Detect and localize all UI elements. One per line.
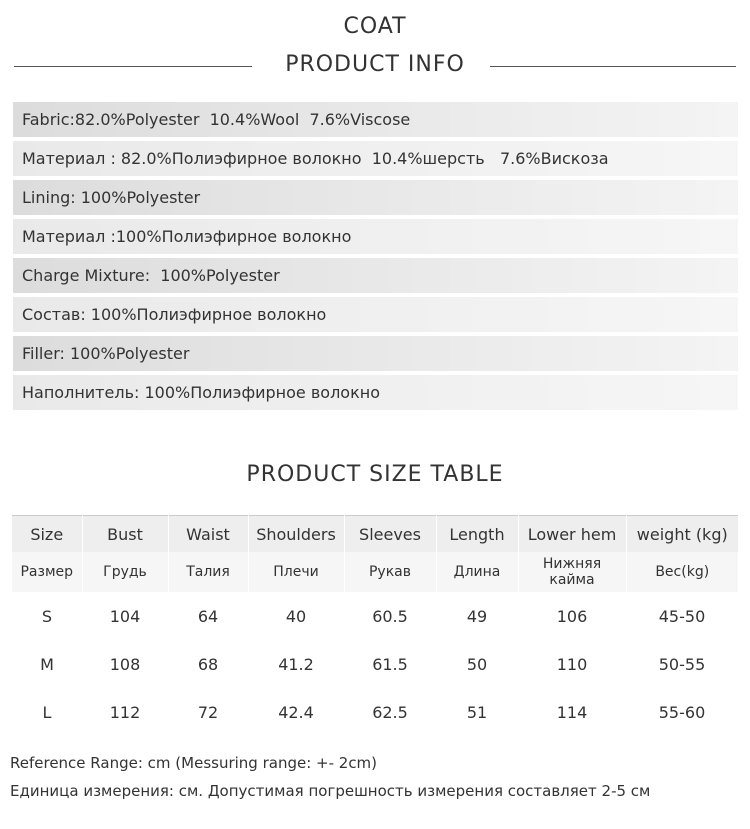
table-header-cell: Плечи: [248, 552, 344, 592]
table-header-cell: Size: [12, 516, 82, 553]
table-header-cell: Нижняя кайма: [518, 552, 626, 592]
info-row-lining: [13, 180, 738, 215]
reference-range-note-ru: Единица измерения: см. Допустимая погрешность измерения составляет 2-5 см: [10, 782, 651, 800]
table-cell: 50: [466, 654, 488, 674]
info-row-filler-ru: [13, 375, 738, 410]
table-cell: 55-60: [658, 702, 706, 722]
table-cell: 108: [109, 654, 141, 674]
table-cell: 40: [285, 606, 307, 626]
table-cell: 72: [197, 702, 219, 722]
table-header-cell: Размер: [12, 552, 82, 592]
table-header-cell: Вес(kg): [626, 552, 738, 592]
info-row-text: Charge Mixture: 100%Polyester: [22, 266, 280, 285]
table-cell: 51: [466, 702, 488, 722]
table-header-cell: Рукав: [344, 552, 436, 592]
table-cell: 68: [197, 654, 219, 674]
table-cell: S: [41, 606, 53, 626]
table-header-cell: Sleeves: [344, 516, 436, 553]
info-row-text: Материал : 82.0%Полиэфирное волокно 10.4%шерсть 7.6%Вискоза: [22, 149, 609, 168]
table-cell: 50-55: [658, 654, 706, 674]
table-header-cell: Длина: [436, 552, 518, 592]
table-header-cell: Грудь: [82, 552, 168, 592]
info-row-text: Наполнитель: 100%Полиэфирное волокно: [22, 383, 380, 402]
table-cell: 41.2: [278, 654, 314, 674]
info-row-fabric: [13, 102, 738, 137]
table-row: [12, 592, 738, 640]
info-row-text: Fabric:82.0%Polyester 10.4%Wool 7.6%Viscose: [22, 110, 411, 129]
table-cell: 112: [109, 702, 141, 722]
table-header-cell: Bust: [82, 516, 168, 553]
table-cell: 104: [109, 606, 141, 626]
rule-right: [490, 66, 736, 67]
table-cell: 42.4: [278, 702, 314, 722]
coat-title: COAT: [343, 14, 407, 39]
info-row-text: Filler: 100%Polyester: [22, 344, 190, 363]
table-cell: 60.5: [372, 606, 408, 626]
info-row-fabric-ru: [13, 141, 738, 176]
table-cell: 61.5: [372, 654, 408, 674]
table-header-cell: Талия: [168, 552, 248, 592]
table-header-cell: Length: [436, 516, 518, 553]
table-header-cell: Waist: [168, 516, 248, 553]
table-cell: 62.5: [372, 702, 408, 722]
info-row-text: Материал :100%Полиэфирное волокно: [22, 227, 352, 246]
header-row-ru: [12, 552, 738, 592]
table-cell: L: [42, 702, 52, 722]
table-cell: 49: [466, 606, 488, 626]
table-cell: M: [40, 654, 54, 674]
table-header-cell: Lower hem: [518, 516, 626, 553]
table-header-cell: weight (kg): [626, 516, 738, 553]
info-row-charge-mixture-ru: [13, 297, 738, 332]
product-info-title: PRODUCT INFO: [285, 52, 465, 77]
product-info-list: [13, 102, 738, 414]
info-row-text: Lining: 100%Polyester: [22, 188, 201, 207]
table-row: [12, 640, 738, 688]
info-row-lining-ru: [13, 219, 738, 254]
reference-range-note: Reference Range: cm (Messuring range: +- 2cm): [10, 754, 378, 772]
table-header-cell: Shoulders: [248, 516, 344, 553]
table-cell: 110: [556, 654, 588, 674]
table-cell: 106: [556, 606, 588, 626]
info-row-charge-mixture: [13, 258, 738, 293]
table-row: [12, 688, 738, 736]
header-row-en: [12, 516, 738, 553]
table-cell: 64: [197, 606, 219, 626]
info-row-filler: [13, 336, 738, 371]
info-row-text: Состав: 100%Полиэфирное волокно: [22, 305, 327, 324]
size-table: [12, 515, 738, 736]
table-cell: 45-50: [658, 606, 706, 626]
table-cell: 114: [556, 702, 588, 722]
size-table-title: PRODUCT SIZE TABLE: [246, 462, 504, 487]
